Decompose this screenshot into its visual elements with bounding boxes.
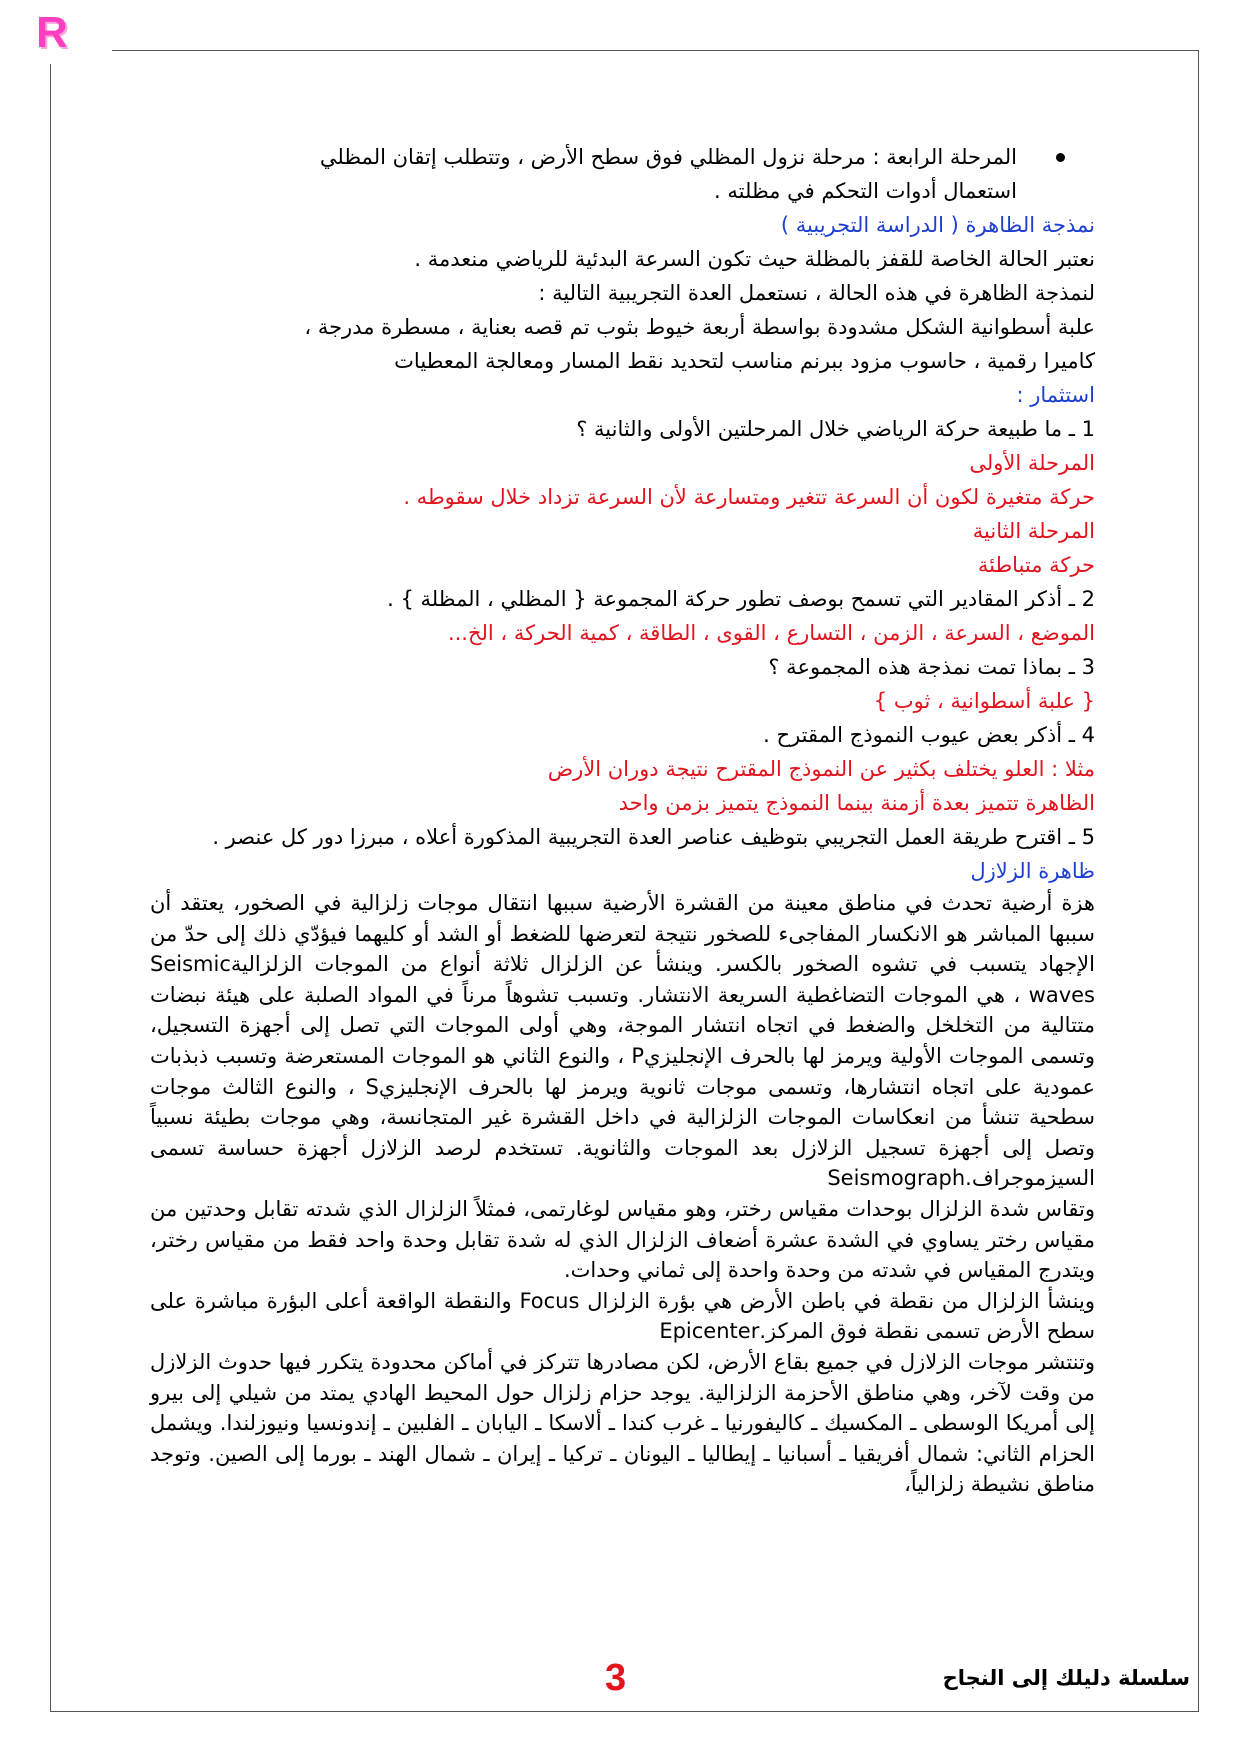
earthquakes-paragraph: وتقاس شدة الزلزال بوحدات مقياس رختر، وهو مقياس لوغارتمى، فمثلاً الزلزال الذي شدته تقابل وحدتين من مقياس رختر يساوي في الشدة عشرة أضعاف الزلزال الذي له شدة تقابل وحدة واحد فقط من مقياس رختر، ويتدرج المقياس في شدته من وحدة واحدة إلى ثماني وحدات. [150,1196,1095,1283]
frame-bottom-border [50,1711,1199,1712]
logo-letter: R [36,8,68,57]
q1-phase2-answer: حركة متباطئة [977,553,1095,577]
q4-answer-2: الظاهرة تتميز بعدة أزمنة بينما النموذج يتميز بزمن واحد [618,791,1095,815]
question-1: 1 ـ ما طبيعة حركة الرياضي خلال المرحلتين الأولى والثانية ؟ [576,417,1095,441]
bullet-item-phase4 [150,140,1065,208]
q2-answer: الموضع ، السرعة ، الزمن ، التسارع ، القوى ، الطاقة ، كمية الحركة ، الخ... [447,621,1095,645]
q1-phase1-answer: حركة متغيرة لكون أن السرعة تتغير ومتسارعة لأن السرعة تزداد خلال سقوطه . [403,485,1095,509]
bullet-line-1: المرحلة الرابعة : مرحلة نزول المظلي فوق سطح الأرض ، وتتطلب إتقان المظلي [319,145,1017,169]
page-number: 3 [605,1657,627,1699]
frame-right-border [1198,50,1199,1712]
earthquakes-paragraph: وتنتشر موجات الزلازل في جميع بقاع الأرض، لكن مصادرها تتركز في أماكن محدودة يتكرر فيها حدوث الزلازل من وقت لآخر، وهي مناطق الأحزمة الزلزالية. يوجد حزام زلزال حول المحيط الهادي يمتد من شيلي إلى بيرو إلى أمريكا الوسطى ـ المكسيك ـ كاليفورنيا ـ غرب كندا ـ ألاسكا ـ اليابان ـ الفلبين ـ إندونسيا ونيوزلندا. ويشمل الحزام الثاني: شمال أفريقيا ـ أسبانيا ـ إيطاليا ـ اليونان ـ تركيا ـ إيران ـ شمال الهند ـ بورما إلى الصين. وتوجد مناطق نشيطة زلزالياً، [150,1349,1095,1497]
series-title: سلسلة دليلك إلى النجاح [942,1666,1190,1690]
modeling-heading: نمذجة الظاهرة ( الدراسة التجريبية ) [780,213,1095,237]
bullet-dot-icon [1056,153,1065,162]
modeling-line: كاميرا رقمية ، حاسوب مزود ببرنم مناسب لتحديد نقط المسار ومعالجة المعطيات [394,349,1095,373]
question-2: 2 ـ أذكر المقادير التي تسمح بوصف تطور حركة المجموعة { المظلي ، المظلة } . [387,587,1095,611]
bullet-line-2: استعمال أدوات التحكم في مظلته . [714,179,1017,203]
earthquakes-paragraph: وينشأ الزلزال من نقطة في باطن الأرض هي بؤرة الزلزال Focus والنقطة الواقعة أعلى البؤرة مباشرة على سطح الأرض تسمى نقطة فوق المركز.Epicenter [150,1288,1095,1344]
earthquakes-heading: ظاهرة الزلازل [970,859,1095,883]
q1-phase1-title: المرحلة الأولى [969,451,1095,475]
page-body [150,140,1095,1500]
modeling-line: نعتبر الحالة الخاصة للقفز بالمظلة حيث تكون السرعة البدئية للرياضي منعدمة . [414,247,1095,271]
q1-phase2-title: المرحلة الثانية [972,519,1095,543]
question-5: 5 ـ اقترح طريقة العمل التجريبي بتوظيف عناصر العدة التجريبية المذكورة أعلاه ، مبرزا دور كل عنصر . [212,825,1095,849]
frame-left-border [50,64,51,1712]
earthquakes-paragraph: هزة أرضية تحدث في مناطق معينة من القشرة الأرضية سببها انتقال موجات زلزالية في الصخور، يعتقد أن سببها المباشر هو الانكسار المفاجىء للصخور نتيجة لتعرضها للضغط أو الشد أو كليهما فيؤدّي ذلك إلى حدّ من الإجهاد يتسبب في تشوه الصخور بالكسر. وينشأ عن الزلزال ثلاثة أنواع من الموجات الزلزاليةSeismic waves ، هي الموجات التضاغطية السريعة الانتشار. وتسبب تشوهاً مرناً في المواد الصلبة على هيئة نبضات متتالية من التخلخل والضغط في اتجاه انتشار الموجة، وهي أولى الموجات التي تصل إلى أجهزة التسجيل، وتسمى الموجات الأولية ويرمز لها بالحرف الإنجليزيP ، والنوع الثاني هو الموجات المستعرضة وتسبب ذبذبات عمودية على اتجاه انتشارها، وتسمى موجات ثانوية ويرمز لها بالحرف الإنجليزيS ، والنوع الثالث موجات سطحية تنشأ من انعكاسات الموجات الزلزالية في داخل القشرة غير المتجانسة، وهي موجات بطيئة نسبياً وتصل إلى أجهزة تسجيل الزلازل بعد الموجات والثانوية. تستخدم لرصد الزلازل أجهزة حساسة تسمى السيزموجراف.Seismograph [150,891,1095,1191]
exploitation-heading: استثمار : [1016,383,1095,407]
question-3: 3 ـ بماذا تمت نمذجة هذه المجموعة ؟ [768,655,1095,679]
question-4: 4 ـ أذكر بعض عيوب النموذج المقترح . [763,723,1095,747]
q3-answer: { علبة أسطوانية ، ثوب } [873,689,1095,713]
q4-answer-1: مثلا : العلو يختلف بكثير عن النموذج المقترح نتيجة دوران الأرض [547,757,1095,781]
modeling-line: علبة أسطوانية الشكل مشدودة بواسطة أربعة خيوط بثوب تم قصه بعناية ، مسطرة مدرجة ، [304,315,1095,339]
top-rule [112,50,1199,51]
modeling-line: لنمذجة الظاهرة في هذه الحالة ، نستعمل العدة التجريبية التالية : [538,281,1095,305]
